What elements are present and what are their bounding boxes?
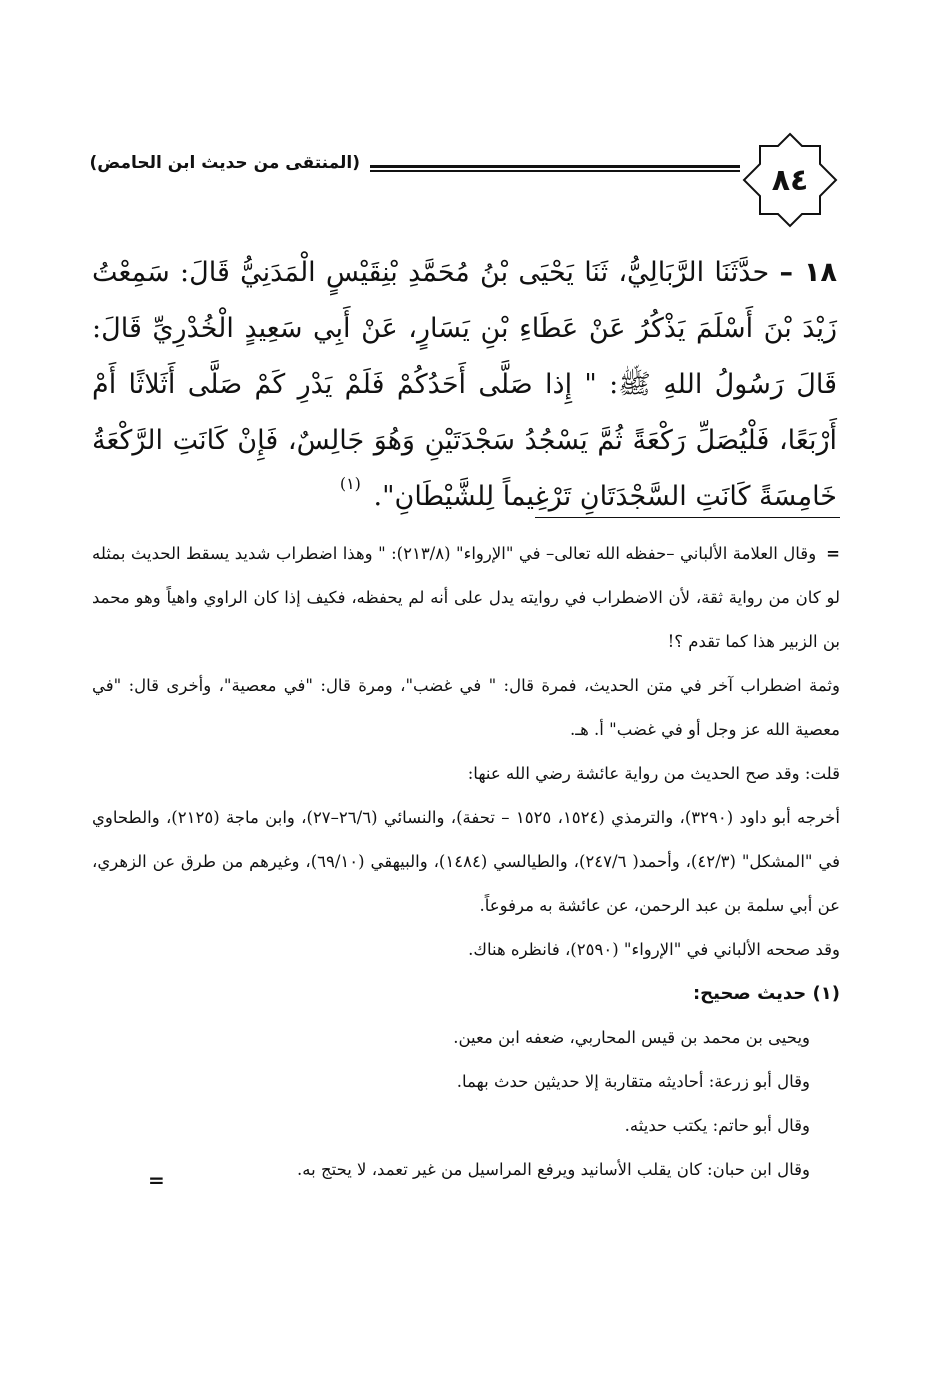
footnote-line: ويحيى بن محمد بن قيس المحاربي، ضعفه ابن معين. [453,1028,810,1047]
footnote-separator [535,517,840,518]
running-title: (المنتقى من حديث ابن الحامض) [89,153,360,173]
footnote-reference: (١) [339,474,361,493]
footnote-paragraph: =وقال العلامة الألباني –حفظه الله تعالى– في "الإرواء" (٢١٣/٨): " وهذا اضطراب شديد يسقط الحديث بمثله لو كان من رواية ثقة، لأن الاضطراب في روايته يدل على أنه لم يحفظه، فكيف إذا كان الراوي واهياً وهو محمد بن الزبير هذا كما تقدم ؟! [92,544,840,651]
footnote-line: وقال أبو زرعة: أحاديثه متقاربة إلا حديثين حدث بهما. [456,1072,810,1091]
footnotes-block [92,532,840,1192]
page-number-badge [740,130,840,230]
footnote-line: وقال أبو حاتم: يكتب حديثه. [624,1116,810,1135]
footnote-heading: (١) حديث صحيح: [692,983,840,1004]
hadith-text-block [92,245,837,528]
continuation-mark-end: = [148,1168,165,1192]
footnote-line: وقال ابن حبان: كان يقلب الأسانيد ويرفع المراسيل من غير تعمد، لا يحتج به. [297,1160,810,1179]
footnote-paragraph: وقد صححه الألباني في "الإرواء" (٢٥٩٠)، فانظره هناك. [468,940,840,959]
footnote-paragraph: أخرجه أبو داود (٣٢٩٠)، والترمذي (١٥٢٤، ١٥٢٥ – تحفة)، والنسائي (٢٦/٦–٢٧)، وابن ماجة (٢١٢٥)، والطحاوي في "المشكل" (٤٢/٣)، وأحمد( ٢٤٧/٦)، والطيالسي (١٤٨٤)، والبيهقي (٦٩/١٠)، وغيرهم من طرق عن الزهري، عن أبي سلمة بن عبد الرحمن، عن عائشة به مرفوعاً. [92,808,841,915]
hadith-text: حدَّثَنَا الرَّبَالِيُّ، ثَنَا يَحْيَى بْنُ مُحَمَّدِ بْنِقَيْسٍ الْمَدَنِيُّ قَالَ: سَمِعْتُ زَيْدَ بْنَ أَسْلَمَ يَذْكُرُ عَنْ عَطَاءِ بْنِ يَسَارٍ، عَنْ أَبِي سَعِيدٍ الْخُدْرِيِّ قَالَ: قَالَ رَسُولُ اللهِ ﷺ: " إِذا صَلَّى أَحَدُكُمْ فَلَمْ يَدْرِ كَمْ صَلَّى أَثَلاثًا أَمْ أَرْبَعًا، فَلْيُصَلِّ رَكْعَةً ثُمَّ يَسْجُدُ سَجْدَتَيْنِ وَهُوَ جَالِسٌ، فَإِنْ كَانَتِ الرَّكْعَةُ خَامِسَةً كَانَتِ السَّجْدَتَانِ تَرْغِيماً لِلشَّيْطَانِ". [92,257,837,512]
continuation-mark: = [826,544,840,563]
page-number: ٨٤ [771,162,809,198]
footnote-paragraph: وثمة اضطراب آخر في متن الحديث، فمرة قال: " في غضب"، ومرة قال: "في معصية"، وأخرى قال: "في معصية الله عز وجل أو في غضب" أ. هـ. [92,676,840,739]
header-rule [370,165,740,172]
footnote-paragraph: قلت: وقد صح الحديث من رواية عائشة رضي الله عنها: [467,764,840,783]
hadith-number: ١٨ – [779,257,837,288]
